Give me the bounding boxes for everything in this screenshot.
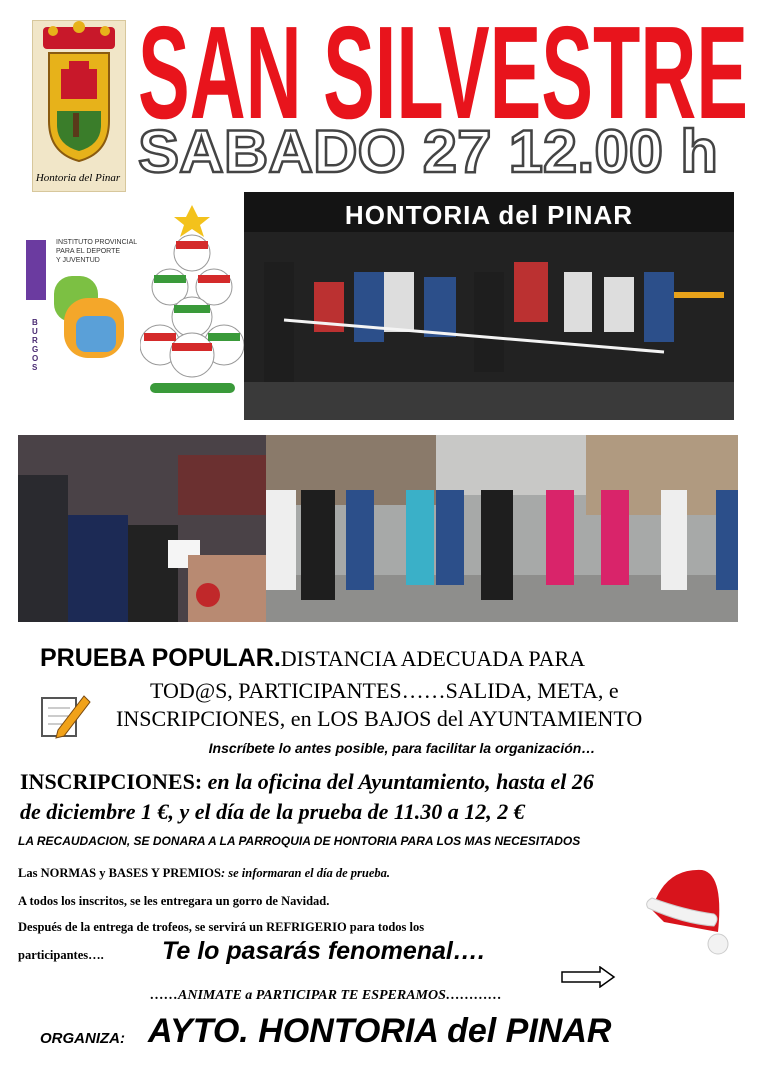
coat-caption: Hontoria del Pinar (35, 172, 121, 184)
organiza-label: ORGANIZA: (40, 1030, 125, 1047)
prueba-line-1 (40, 644, 740, 673)
arrow-right-icon (560, 966, 616, 988)
runners-photo-night (244, 192, 734, 420)
normas-line (18, 866, 638, 881)
snowman-tree-illustration (140, 205, 245, 400)
inscripciones-text-1: en la oficina del Ayuntamiento, hasta el 26 (202, 769, 594, 794)
subtitle-text: SABADO 27 12.00 h (138, 118, 718, 180)
santa-hat-icon (644, 862, 734, 958)
runners-photo-day (266, 435, 738, 622)
inscripciones-label: INSCRIPCIONES: (20, 769, 203, 794)
organiza-name: AYTO. HONTORIA del PINAR (148, 1012, 612, 1050)
normas-b: : se informaran el día de prueba. (220, 866, 391, 880)
children-photo (18, 435, 268, 622)
recaudacion-note: LA RECAUDACION, SE DONARA A LA PARROQUIA DE HONTORIA PARA LOS MAS NECESITADOS (18, 834, 581, 848)
prueba-label: PRUEBA POPULAR. (40, 644, 281, 672)
normas-a: Las NORMAS y BASES Y PREMIOS (18, 866, 221, 880)
gorro-line: A todos los inscritos, se les entregara un gorro de Navidad. (18, 894, 330, 908)
animate-line: ……ANIMATE a PARTICIPAR TE ESPERAMOS………… (150, 988, 502, 1003)
refrigerio-line: Después de la entrega de trofeos, se servirá un REFRIGERIO para todos los (18, 920, 425, 934)
prueba-text-1: DISTANCIA ADECUADA PARA (280, 646, 586, 671)
prueba-text-3: INSCRIPCIONES, en LOS BAJOS del AYUNTAMIENTO (116, 706, 643, 731)
ipdj-burgos-vertical: BURGOS (32, 318, 39, 372)
photo-banner-title: HONTORIA del PINAR (344, 200, 634, 230)
coat-of-arms (32, 20, 126, 192)
title-text: SAN SILVESTRE (138, 0, 748, 146)
inscripciones-block (20, 767, 750, 827)
ipdj-text: INSTITUTO PROVINCIAL PARA EL DEPORTE Y JUVENTUD (56, 239, 138, 264)
fenomenal-text: Te lo pasarás fenomenal…. (162, 937, 485, 965)
pencil-note-icon (40, 690, 92, 740)
inscribete-note: Inscríbete lo antes posible, para facilitar la organización… (208, 740, 596, 756)
inscripciones-text-2: de diciembre 1 €, y el día de la prueba de 11.30 a 12, 2 € (20, 799, 525, 824)
prueba-text-2: TOD@S, PARTICIPANTES……SALIDA, META, e (150, 678, 619, 703)
participantes-line: participantes…. (18, 948, 104, 962)
poster-title (128, 0, 758, 180)
